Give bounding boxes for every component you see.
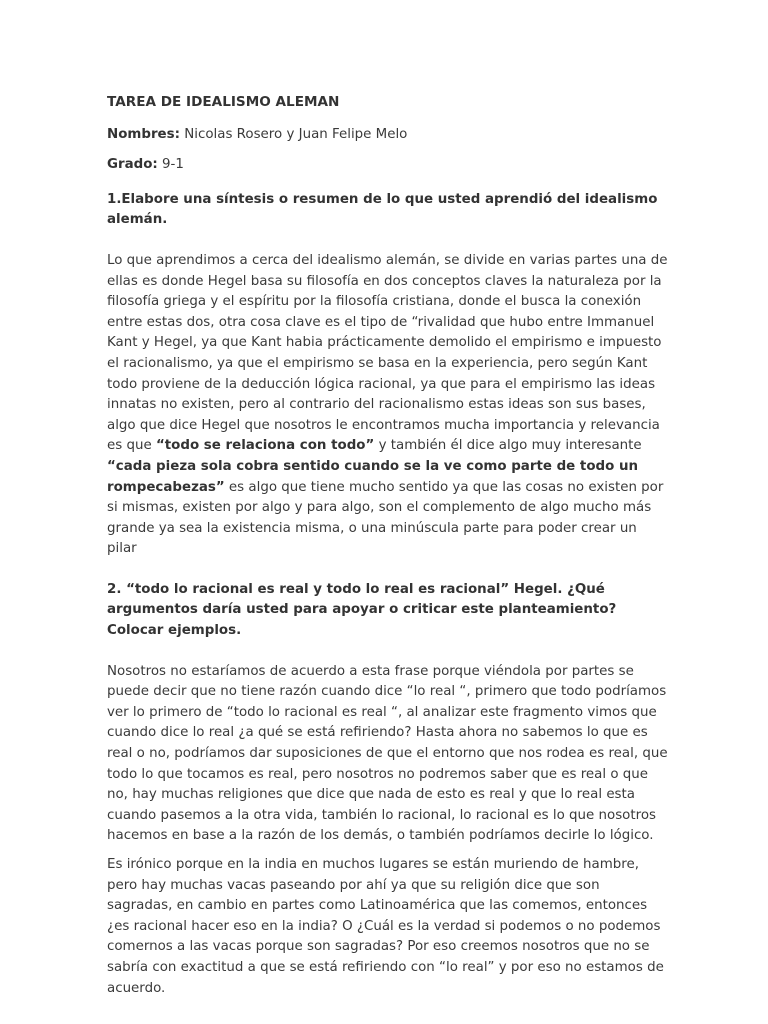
grade-label: Grado:: [107, 157, 158, 173]
answer-1-text-b: y también él dice algo muy interesante: [374, 438, 642, 454]
names-label: Nombres:: [107, 126, 180, 142]
spacer: [107, 231, 668, 251]
answer-1-paragraph: [107, 251, 668, 560]
answer-1-text-c: es algo que tiene mucho sentido ya que las cosas no existen por si mismas, existen por algo y para algo, son el complemento de algo mucho más grande ya sea la existencia misma, o una minúscula parte para poder crear un pilar: [107, 479, 664, 557]
answer-1-text-a: Lo que aprendimos a cerca del idealismo alemán, se divide en varias partes una de ellas es donde Hegel basa su filosofía en dos conceptos claves la naturaleza por la filosofía griega y el espíritu por la filosofía cristiana, donde el busca la conexión entre estas dos, otra cosa clave es el tipo de “rivalidad que hubo entre Immanuel Kant y Hegel, ya que Kant habia prácticamente demolido el empirismo e impuesto el racionalismo, ya que el empirismo se basa en la experiencia, pero según Kant todo proviene de la deducción lógica racional, ya que para el empirismo las ideas innatas no existen, pero al contrario del racionalismo estas ideas son sus bases, algo que dice Hegel que nosotros le encontramos mucha importancia y relevancia es que: [107, 252, 668, 454]
answer-2-paragraph-2: Es irónico porque en la india en muchos lugares se están muriendo de hambre, pero hay muchas vacas paseando por ahí ya que su religión dice que son sagradas, en cambio en partes como Latinoamérica que las comemos, entonces ¿es racional hacer eso en la india? O ¿Cuál es la verdad si podemos o no podemos comernos a las vacas porque son sagradas? Por eso creemos nosotros que no se sabría con exactitud a que se está refiriendo con “lo real” y por eso no estamos de acuerdo.: [107, 857, 664, 996]
document-title: TAREA DE IDEALISMO ALEMAN: [107, 94, 340, 110]
answer-1-quote-1: “todo se relaciona con todo”: [155, 438, 375, 454]
names-value: Nicolas Rosero y Juan Felipe Melo: [179, 126, 408, 142]
grade-line: [107, 155, 668, 176]
question-2: 2. “todo lo racional es real y todo lo real es racional” Hegel. ¿Qué argumentos daría usted para apoyar o criticar este planteamiento? Colocar ejemplos.: [107, 581, 617, 639]
question-1: 1.Elabore una síntesis o resumen de lo que usted aprendió del idealismo alemán.: [107, 191, 658, 228]
spacer: [107, 642, 668, 662]
names-line: [107, 125, 668, 146]
grade-value: 9-1: [157, 157, 184, 173]
answer-1-quote-2: “cada pieza sola cobra sentido cuando se la ve como parte de todo un rompecabezas”: [107, 458, 639, 495]
answer-2-paragraph-1: Nosotros no estaríamos de acuerdo a esta frase porque viéndola por partes se puede decir que no tiene razón cuando dice “lo real “, primero que todo podríamos ver lo primero de “todo lo racional es real “, al analizar este fragmento vimos que cuando dice lo real ¿a qué se está refiriendo? Hasta ahora no sabemos lo que es real o no, podríamos dar suposiciones de que el entorno que nos rodea es real, que todo lo que tocamos es real, pero nosotros no podremos saber que es real o que no, hay muchas religiones que dice que nada de esto es real y que lo real esta cuando pasemos a la otra vida, también lo racional, lo racional es lo que nosotros hacemos en base a la razón de los demás, o también podríamos decirle lo lógico.: [107, 663, 668, 844]
